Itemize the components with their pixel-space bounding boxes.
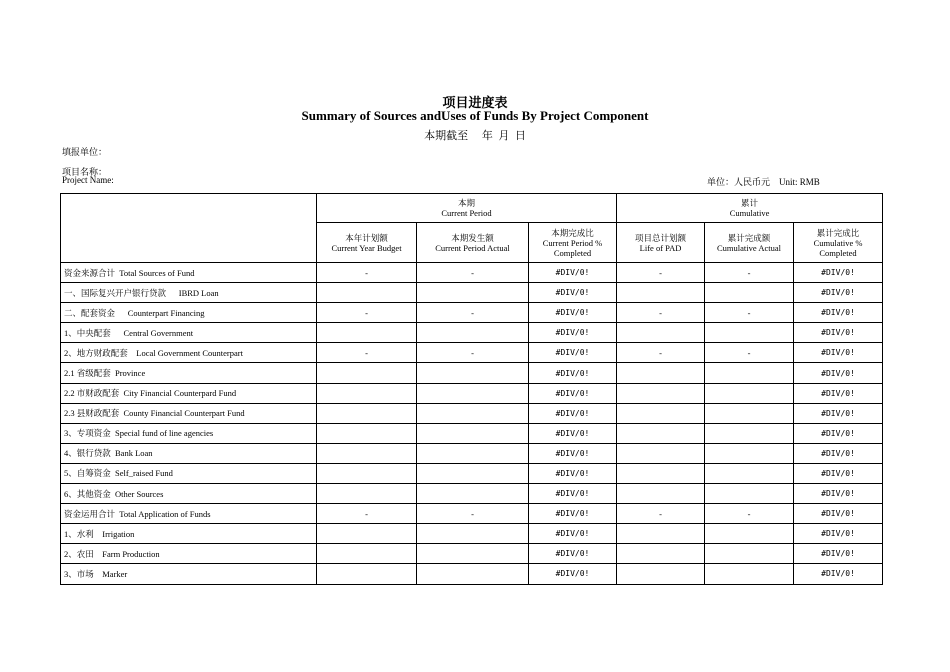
table-row <box>61 504 883 524</box>
table-row <box>61 283 883 303</box>
row-label: 2.3 县财政配套 County Financial Counterpart Fund <box>61 403 317 423</box>
table-row <box>61 443 883 463</box>
table-row <box>61 463 883 483</box>
cell-life-of-pad <box>617 463 705 483</box>
row-label: 2.1 省级配套 Province <box>61 363 317 383</box>
cell-life-of-pad <box>617 383 705 403</box>
cell-cumulative-pct: #DIV/0! <box>794 524 883 544</box>
item-header-cell <box>61 194 317 263</box>
progress-table <box>60 193 883 585</box>
group-current-period: 本期 Current Period <box>317 194 617 223</box>
cell-cumulative-actual <box>705 323 794 343</box>
table-row <box>61 403 883 423</box>
col-header-life-of-pad: 项目总计划额 Life of PAD <box>617 223 705 263</box>
cell-current-period-actual <box>417 283 529 303</box>
page-title-en: Summary of Sources andUses of Funds By Project Component <box>301 108 649 123</box>
row-label: 资金来源合计 Total Sources of Fund <box>61 263 317 283</box>
cell-current-period-actual <box>417 443 529 463</box>
cell-current-year-budget <box>317 564 417 584</box>
cell-cumulative-actual <box>705 484 794 504</box>
cell-cumulative-actual: - <box>705 263 794 283</box>
cell-current-year-budget <box>317 403 417 423</box>
cell-current-year-budget <box>317 383 417 403</box>
group-cumulative: 累计 Cumulative <box>617 194 883 223</box>
cell-current-period-actual <box>417 323 529 343</box>
cell-current-year-budget <box>317 443 417 463</box>
row-label: 2、地方财政配套 Local Government Counterpart <box>61 343 317 363</box>
row-label: 二、配套资金 Counterpart Financing <box>61 303 317 323</box>
cell-life-of-pad <box>617 443 705 463</box>
cell-life-of-pad <box>617 403 705 423</box>
cell-current-period-actual <box>417 363 529 383</box>
cell-current-period-pct: #DIV/0! <box>529 383 617 403</box>
cell-cumulative-actual <box>705 463 794 483</box>
cell-current-period-actual <box>417 564 529 584</box>
cell-cumulative-pct: #DIV/0! <box>794 323 883 343</box>
cell-current-period-actual <box>417 423 529 443</box>
cell-current-period-pct: #DIV/0! <box>529 463 617 483</box>
cell-current-year-budget <box>317 544 417 564</box>
col-header-current-period-pct: 本期完成比 Current Period % Completed <box>529 223 617 263</box>
col-header-cumulative-pct: 累计完成比 Cumulative % Completed <box>794 223 883 263</box>
row-label: 6、其他资金 Other Sources <box>61 484 317 504</box>
cell-cumulative-pct: #DIV/0! <box>794 363 883 383</box>
cell-current-period-pct: #DIV/0! <box>529 484 617 504</box>
cell-life-of-pad: - <box>617 303 705 323</box>
table-row <box>61 343 883 363</box>
cell-life-of-pad <box>617 564 705 584</box>
cell-cumulative-pct: #DIV/0! <box>794 263 883 283</box>
col-header-cumulative-actual: 累计完成额 Cumulative Actual <box>705 223 794 263</box>
cell-cumulative-pct: #DIV/0! <box>794 423 883 443</box>
cell-current-year-budget <box>317 524 417 544</box>
row-label: 3、专项资金 Special fund of line agencies <box>61 423 317 443</box>
col-header-current-period-actual: 本期发生额 Current Period Actual <box>417 223 529 263</box>
cell-current-period-pct: #DIV/0! <box>529 524 617 544</box>
col-header-current-year-budget: 本年计划额 Current Year Budget <box>317 223 417 263</box>
row-label: 3、市场 Marker <box>61 564 317 584</box>
row-label: 4、银行贷款 Bank Loan <box>61 443 317 463</box>
cell-cumulative-actual <box>705 423 794 443</box>
cell-cumulative-actual <box>705 403 794 423</box>
table-row <box>61 564 883 584</box>
cell-current-period-pct: #DIV/0! <box>529 343 617 363</box>
cell-current-year-budget <box>317 363 417 383</box>
cell-current-period-actual: - <box>417 343 529 363</box>
cell-cumulative-actual <box>705 443 794 463</box>
cell-cumulative-actual <box>705 564 794 584</box>
cell-current-year-budget: - <box>317 303 417 323</box>
cell-current-period-pct: #DIV/0! <box>529 544 617 564</box>
cell-current-period-pct: #DIV/0! <box>529 323 617 343</box>
cell-cumulative-actual <box>705 544 794 564</box>
cell-life-of-pad: - <box>617 343 705 363</box>
cell-current-period-actual <box>417 403 529 423</box>
cell-life-of-pad <box>617 363 705 383</box>
table-row <box>61 524 883 544</box>
row-label: 1、水利 Irrigation <box>61 524 317 544</box>
cell-cumulative-actual <box>705 383 794 403</box>
row-label: 5、自筹资金 Self_raised Fund <box>61 463 317 483</box>
cell-cumulative-pct: #DIV/0! <box>794 564 883 584</box>
cell-current-period-pct: #DIV/0! <box>529 283 617 303</box>
table-row <box>61 363 883 383</box>
cell-current-period-pct: #DIV/0! <box>529 263 617 283</box>
cell-cumulative-actual: - <box>705 504 794 524</box>
currency-unit-label: 单位：人民币元 Unit: RMB <box>707 177 820 187</box>
cell-life-of-pad <box>617 423 705 443</box>
cell-cumulative-pct: #DIV/0! <box>794 463 883 483</box>
cell-life-of-pad <box>617 283 705 303</box>
cell-current-period-actual: - <box>417 303 529 323</box>
project-name-cn-label: 项目名称： <box>62 167 108 177</box>
row-label: 资金运用合计 Total Application of Funds <box>61 504 317 524</box>
table-row <box>61 323 883 343</box>
cell-current-period-pct: #DIV/0! <box>529 363 617 383</box>
cell-cumulative-pct: #DIV/0! <box>794 484 883 504</box>
cell-cumulative-pct: #DIV/0! <box>794 544 883 564</box>
row-label: 2、农田 Farm Production <box>61 544 317 564</box>
table-row <box>61 544 883 564</box>
cell-life-of-pad <box>617 323 705 343</box>
cell-current-year-budget: - <box>317 343 417 363</box>
cell-cumulative-pct: #DIV/0! <box>794 504 883 524</box>
cell-current-period-actual <box>417 383 529 403</box>
cell-cumulative-actual: - <box>705 303 794 323</box>
row-label: 2.2 市财政配套 City Financial Counterpard Fund <box>61 383 317 403</box>
cell-cumulative-pct: #DIV/0! <box>794 303 883 323</box>
cell-cumulative-actual <box>705 524 794 544</box>
cell-life-of-pad <box>617 544 705 564</box>
cell-cumulative-pct: #DIV/0! <box>794 443 883 463</box>
cell-current-period-pct: #DIV/0! <box>529 403 617 423</box>
cell-cumulative-pct: #DIV/0! <box>794 403 883 423</box>
cell-current-period-actual <box>417 463 529 483</box>
project-name-en-label: Project Name: <box>62 175 114 185</box>
cell-current-period-pct: #DIV/0! <box>529 504 617 524</box>
period-line: 本期截至 年 月 日 <box>424 130 526 142</box>
table-row <box>61 423 883 443</box>
cell-cumulative-pct: #DIV/0! <box>794 383 883 403</box>
cell-current-period-actual: - <box>417 263 529 283</box>
cell-current-year-budget: - <box>317 263 417 283</box>
cell-cumulative-pct: #DIV/0! <box>794 343 883 363</box>
cell-current-period-actual <box>417 524 529 544</box>
cell-cumulative-actual: - <box>705 343 794 363</box>
cell-life-of-pad: - <box>617 263 705 283</box>
cell-current-period-actual <box>417 544 529 564</box>
cell-current-period-pct: #DIV/0! <box>529 423 617 443</box>
cell-life-of-pad <box>617 524 705 544</box>
table-row <box>61 303 883 323</box>
cell-current-year-budget <box>317 323 417 343</box>
cell-cumulative-actual <box>705 363 794 383</box>
page-title-cn: 项目进度表 <box>442 95 508 110</box>
cell-current-year-budget: - <box>317 504 417 524</box>
table-row <box>61 383 883 403</box>
cell-current-period-pct: #DIV/0! <box>529 443 617 463</box>
cell-current-year-budget <box>317 484 417 504</box>
cell-current-period-pct: #DIV/0! <box>529 564 617 584</box>
cell-cumulative-actual <box>705 283 794 303</box>
cell-current-year-budget <box>317 423 417 443</box>
cell-current-year-budget <box>317 283 417 303</box>
cell-current-period-pct: #DIV/0! <box>529 303 617 323</box>
reporting-unit-label: 填报单位： <box>62 147 108 157</box>
table-row <box>61 484 883 504</box>
row-label: 一、国际复兴开户银行贷款 IBRD Loan <box>61 283 317 303</box>
cell-life-of-pad <box>617 484 705 504</box>
cell-current-period-actual: - <box>417 504 529 524</box>
cell-current-period-actual <box>417 484 529 504</box>
cell-cumulative-pct: #DIV/0! <box>794 283 883 303</box>
row-label: 1、中央配套 Central Government <box>61 323 317 343</box>
cell-current-year-budget <box>317 463 417 483</box>
table-row <box>61 263 883 283</box>
cell-life-of-pad: - <box>617 504 705 524</box>
